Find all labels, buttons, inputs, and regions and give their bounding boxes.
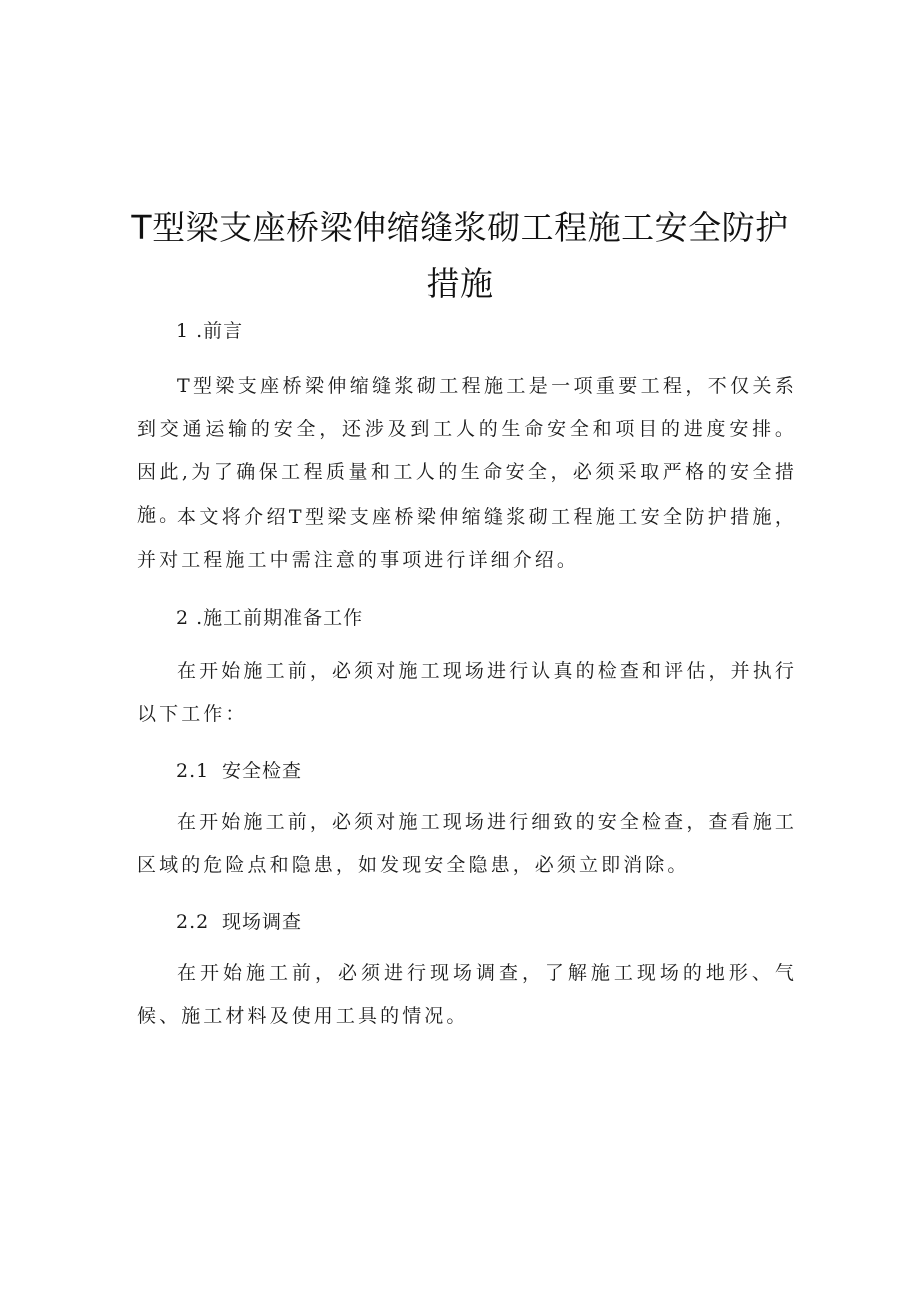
- paragraph-safety-check-1: 在开始施工前，必须对施工现场进行细致的安全检查，查看施工区域的危险点和隐患，如发现安全隐患，必须立即消除。: [137, 811, 797, 876]
- paragraph-preparation-1: 在开始施工前，必须对施工现场进行认真的检查和评估，并执行以下工作：: [137, 660, 797, 725]
- section-heading-preparation: 2 .施工前期准备工作: [176, 607, 364, 629]
- document-title: T型梁支座桥梁伸缩缝浆砌工程施工安全防护措施: [131, 208, 789, 303]
- paragraph-preface-1: T型梁支座桥梁伸缩缝浆砌工程施工是一项重要工程，不仅关系到交通运输的安全，还涉及到工人的生命安全和项目的进度安排。因此,为了确保工程质量和工人的生命安全，必须采取严格的安全措施。: [137, 375, 797, 526]
- subsection-number: 2.2: [176, 911, 210, 933]
- subsection-title: 安全检查: [222, 760, 303, 782]
- subsection-number: 2.1: [176, 760, 210, 782]
- section-heading-preface: 1 .前言: [176, 320, 244, 342]
- subsection-title: 现场调查: [222, 911, 303, 933]
- subsection-heading-safety-check: [176, 758, 302, 784]
- paragraph-preface-2: 本文将介绍T型梁支座桥梁伸缩缝浆砌工程施工安全防护措施，并对工程施工中需注意的事项进行详细介绍。: [137, 506, 797, 571]
- subsection-heading-site-survey: [176, 909, 302, 935]
- paragraph-site-survey-1: 在开始施工前，必须进行现场调查，了解施工现场的地形、气候、施工材料及使用工具的情况。: [137, 962, 797, 1027]
